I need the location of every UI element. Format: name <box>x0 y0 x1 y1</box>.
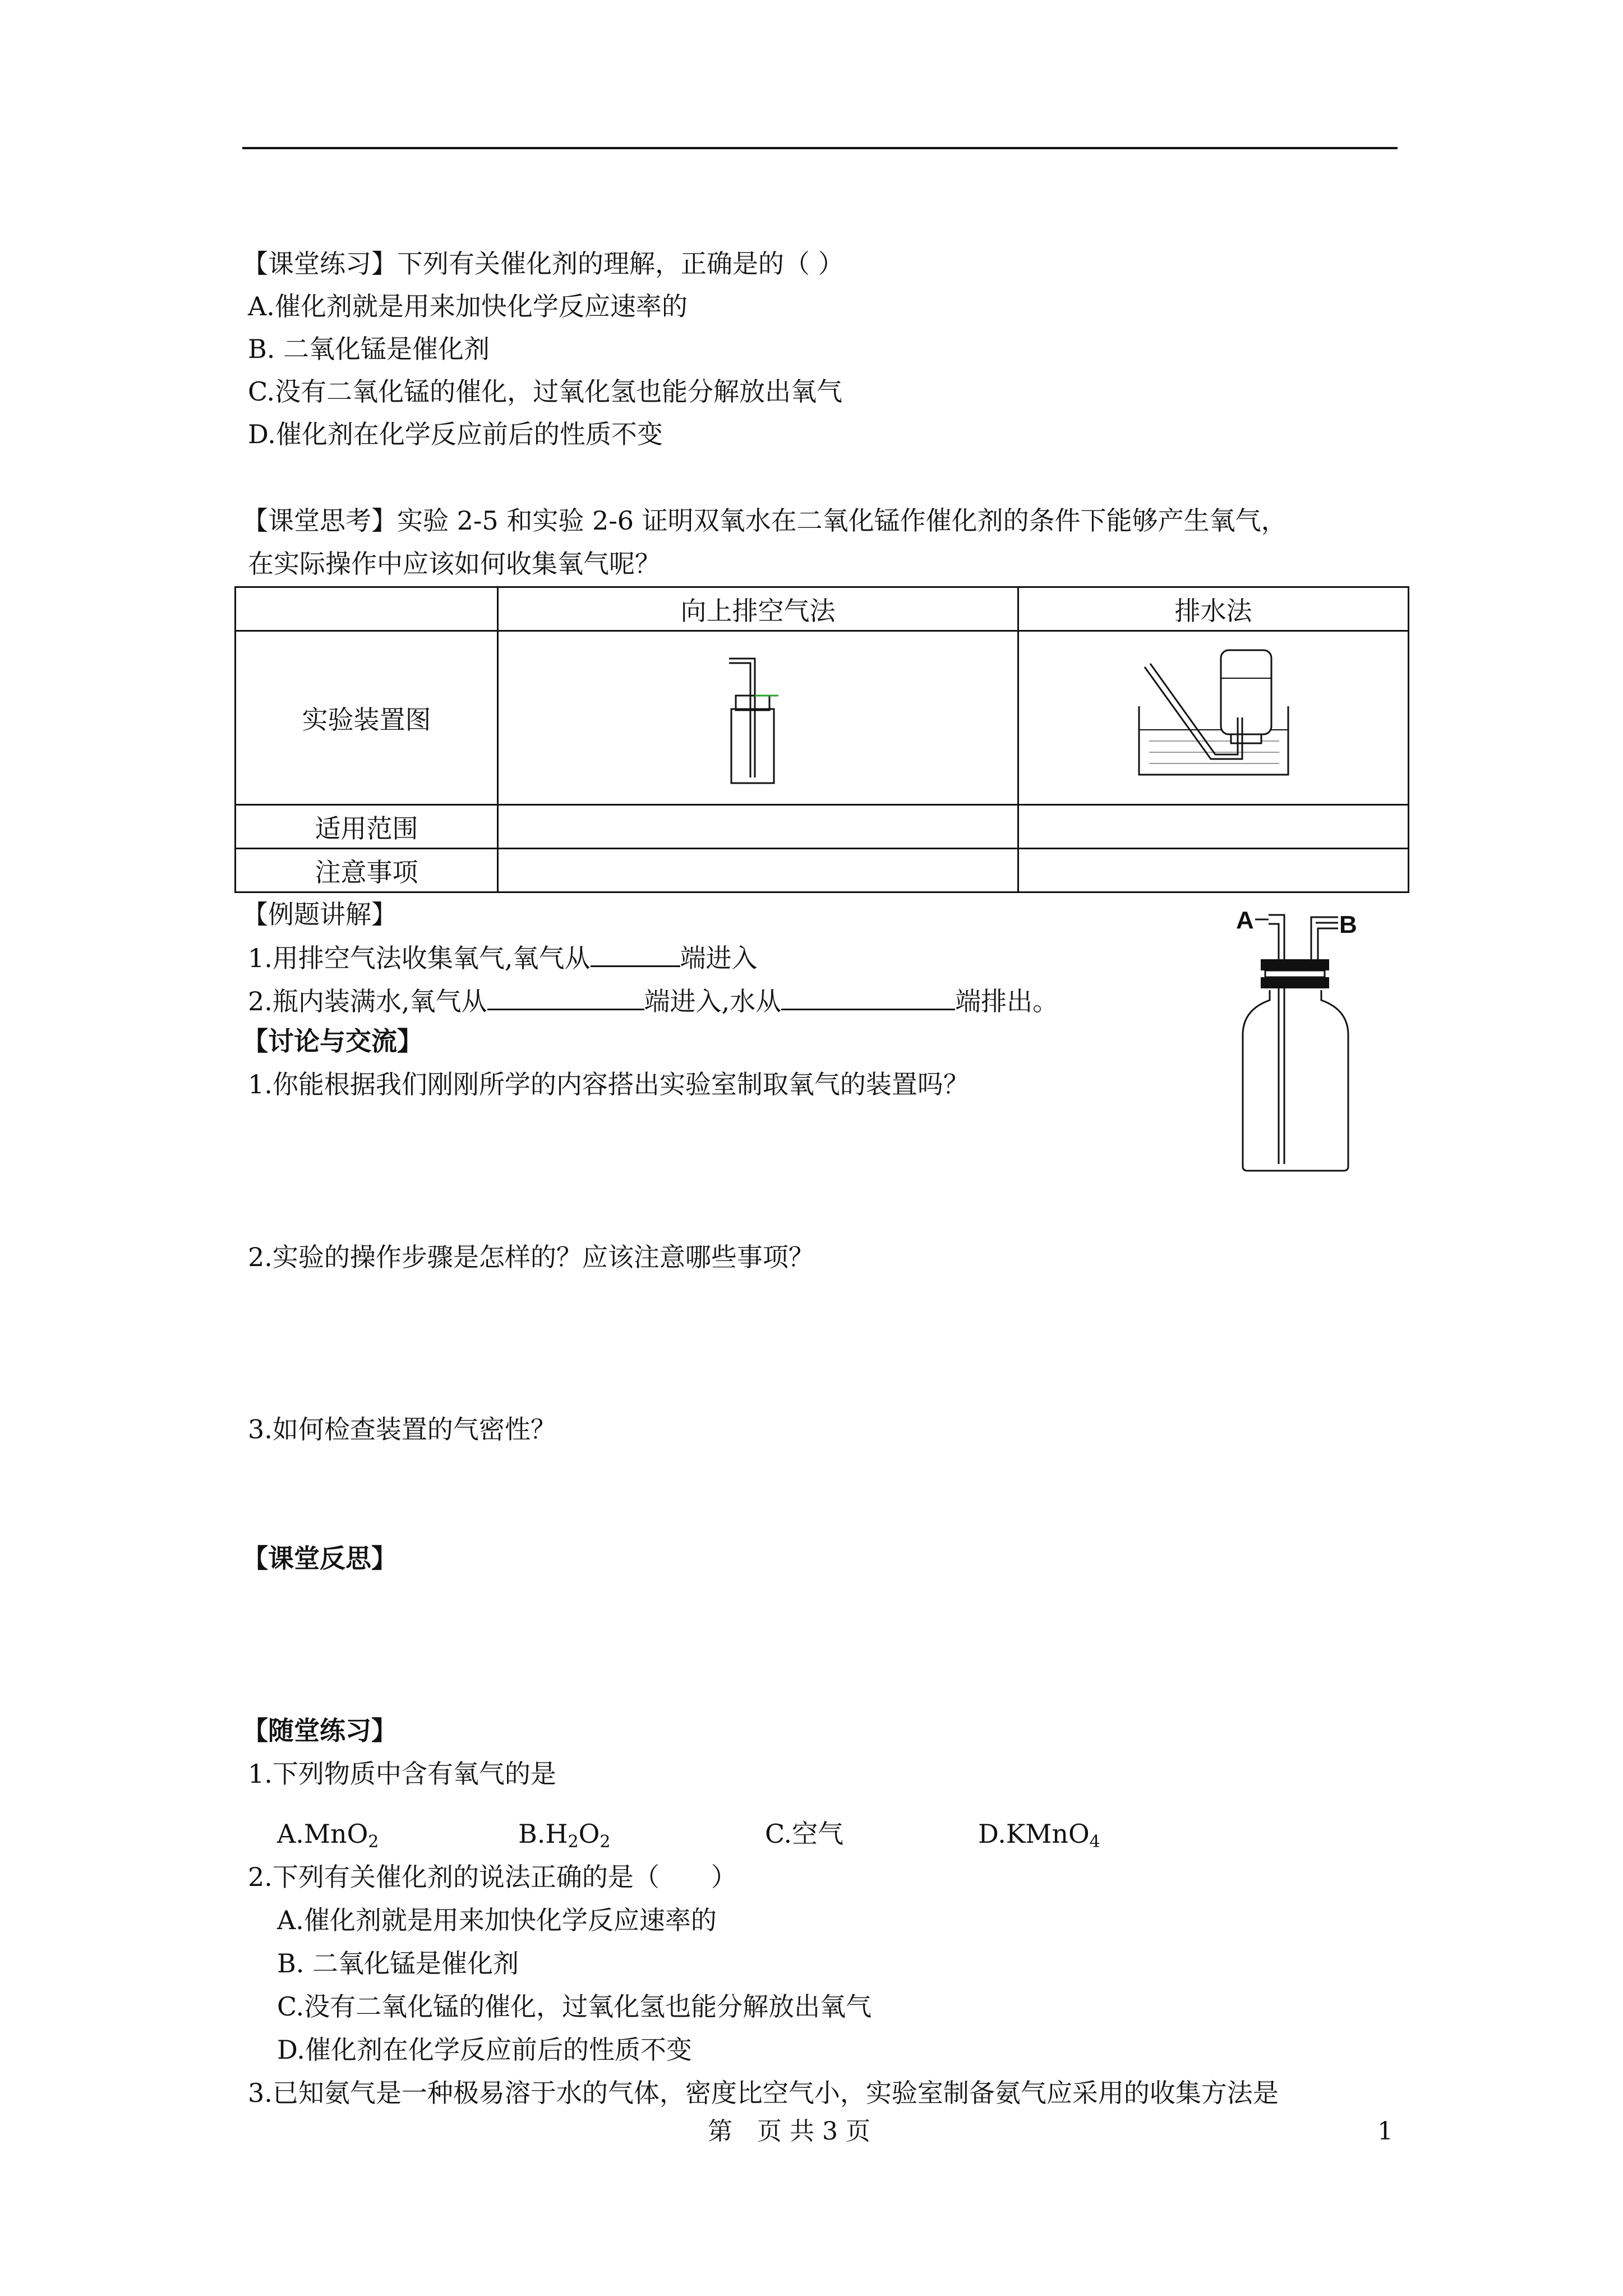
discussion-title: 【讨论与交流】 <box>242 1026 423 1056</box>
table-header-water: 排水法 <box>1018 587 1409 631</box>
example-q1: 1.用排空气法收集氧气,氧气从 端进入 <box>248 941 758 975</box>
two-tube-bottle-diagram <box>1228 900 1374 1175</box>
table-cell-water-diagram <box>1018 631 1409 805</box>
table-row-notes <box>236 849 1409 892</box>
figure-label-b: B <box>1339 911 1357 938</box>
exercise-q1-option-a: A.MnO$_2$ <box>277 1819 379 1852</box>
reflection-title: 【课堂反思】 <box>242 1543 397 1573</box>
table-row-label: 注意事项 <box>236 849 498 892</box>
practice-option-d: D.催化剂在化学反应前后的性质不变 <box>248 419 663 449</box>
exercise-q2-option-b: B. 二氧化锰是催化剂 <box>277 1948 519 1978</box>
gas-bottle-diagram <box>725 642 792 788</box>
practice-question: 【课堂练习】下列有关催化剂的理解，正确是的（ ） <box>242 249 844 279</box>
table-row-label: 适用范围 <box>236 805 498 849</box>
exercise-q1-option-b: $B.H_2O_2$ <box>518 1819 611 1852</box>
practice-option-b: B. 二氧化锰是催化剂 <box>248 334 490 364</box>
table-cell <box>1018 805 1409 849</box>
table-row-apparatus <box>236 631 1409 805</box>
table-row-scope <box>236 805 1409 849</box>
exercise-q2: 2.下列有关催化剂的说法正确的是（ ） <box>248 1862 737 1892</box>
exercise-q2-option-d: D.催化剂在化学反应前后的性质不变 <box>277 2035 692 2065</box>
exercise-q2-option-a: A.催化剂就是用来加快化学反应速率的 <box>277 1905 717 1935</box>
header-rule <box>242 147 1398 149</box>
table-cell-air-diagram <box>498 631 1018 805</box>
discussion-q1: 1.你能根据我们刚刚所学的内容搭出实验室制取氧气的装置吗？ <box>248 1069 969 1099</box>
discussion-q2: 2.实验的操作步骤是怎样的？应该注意哪些事项？ <box>248 1242 814 1272</box>
figure-label-a: A <box>1236 907 1254 934</box>
exercise-q1-option-c: C.空气 <box>765 1819 844 1849</box>
table-row-label: 实验装置图 <box>236 631 498 805</box>
thinking-line-1: 【课堂思考】实验 2-5 和实验 2-6 证明双氧水在二氧化锰作催化剂的条件下能够产生氧气， <box>242 505 1287 536</box>
table-cell <box>498 849 1018 892</box>
example-q2: 2.瓶内装满水,氧气从 端进入,水从 端排出。 <box>248 984 1058 1018</box>
table-cell <box>1018 849 1409 892</box>
footer-page-count: 第 页 共 3 页 <box>708 2117 870 2146</box>
practice-option-a: A.催化剂就是用来加快化学反应速率的 <box>248 291 688 321</box>
table-cell <box>498 805 1018 849</box>
exercise-q3: 3.已知氨气是一种极易溶于水的气体，密度比空气小，实验室制备氨气应采用的收集方法是 <box>248 2078 1279 2108</box>
thinking-line-2: 在实际操作中应该如何收集氧气呢？ <box>248 549 661 579</box>
exercise-q1: 1.下列物质中含有氧气的是 <box>248 1759 556 1789</box>
table-header-upward-air: 向上排空气法 <box>498 587 1018 631</box>
collection-methods-table <box>234 586 1409 893</box>
exercise-q1-option-d: D.KMnO$_4$ <box>978 1819 1100 1852</box>
table-header-row <box>236 587 1409 631</box>
example-title: 【例题讲解】 <box>242 899 397 930</box>
water-trough-diagram <box>1132 645 1295 785</box>
footer-page-number: 1 <box>1377 2117 1393 2146</box>
practice-option-c: C.没有二氧化锰的催化，过氧化氢也能分解放出氧气 <box>248 376 843 407</box>
discussion-q3: 3.如何检查装置的气密性？ <box>248 1414 556 1444</box>
table-header-empty <box>236 587 498 631</box>
exercise-q2-option-c: C.没有二氧化锰的催化，过氧化氢也能分解放出氧气 <box>277 1991 872 2022</box>
exercise-title: 【随堂练习】 <box>242 1715 397 1746</box>
